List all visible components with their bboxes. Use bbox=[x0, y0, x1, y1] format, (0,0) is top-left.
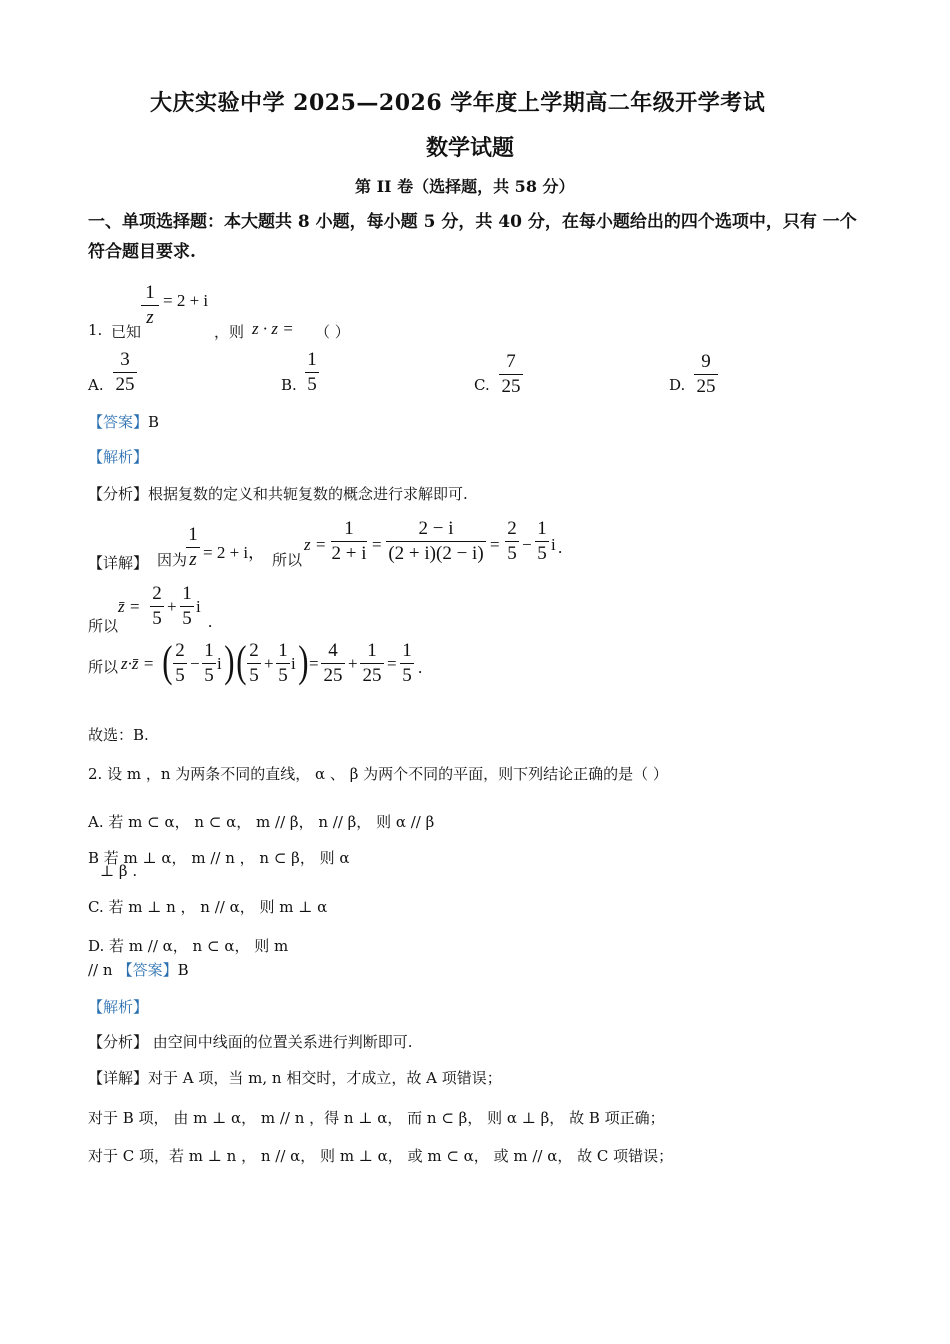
q1-analysis: 【分析】根据复数的定义和共轭复数的概念进行求解即可. bbox=[88, 485, 468, 503]
q1-prod-rparen1: ) bbox=[224, 637, 235, 686]
q1-option-d-den: 25 bbox=[696, 376, 716, 397]
q1-option-b bbox=[305, 349, 319, 396]
q1-conj-d1: 5 bbox=[152, 608, 162, 629]
q1-option-b-den: 5 bbox=[307, 374, 317, 395]
q1-expr: z · z = bbox=[252, 319, 294, 338]
q1-prod-f-den: 25 bbox=[362, 665, 382, 686]
q1-prod-plus: + bbox=[264, 654, 274, 673]
q1-choose: 故选：B. bbox=[88, 726, 149, 744]
q1-option-c-den: 25 bbox=[501, 376, 521, 397]
q1-prod-c-den: 5 bbox=[249, 665, 259, 686]
q1-prod-i2: i bbox=[291, 654, 296, 673]
q1-prod-b-num: 1 bbox=[204, 640, 214, 661]
q1-detail-minus: − bbox=[522, 535, 532, 554]
q1-answer-tag: 【答案】 bbox=[88, 413, 149, 431]
q1-detail-given-num: 1 bbox=[188, 524, 198, 545]
q2-option-d-line1: D. 若 m // α， n ⊂ α， 则 m bbox=[88, 937, 289, 955]
q2-answer-value: B bbox=[177, 961, 189, 979]
subject-title: 数学试题 bbox=[426, 135, 515, 161]
q1-prod-plus2: + bbox=[348, 654, 358, 673]
q2-option-b-line2: ⊥ β . bbox=[100, 862, 138, 880]
q1-detail-f4-num: 1 bbox=[537, 518, 547, 539]
q1-given-fraction bbox=[141, 282, 159, 329]
q1-prod-lparen1: ( bbox=[162, 637, 173, 686]
q1-detail-frac3 bbox=[505, 518, 519, 565]
q1-detail-f3-num: 2 bbox=[507, 518, 517, 539]
q2-analysis: 【分析】 由空间中线面的位置关系进行判断即可. bbox=[88, 1033, 413, 1051]
q1-prod-frac-a bbox=[173, 640, 187, 687]
q2-answer-tag: 【答案】 bbox=[117, 961, 178, 979]
q1-detail-so: 所以 bbox=[272, 551, 303, 569]
q1-option-c-num: 7 bbox=[506, 351, 516, 372]
q1-option-a-den: 25 bbox=[115, 374, 135, 395]
volume-heading: 第 II 卷（选择题，共 58 分） bbox=[355, 177, 575, 196]
q1-option-c bbox=[499, 351, 523, 398]
q1-prod-e-den: 25 bbox=[323, 665, 343, 686]
q2-option-c: C. 若 m ⊥ n ， n // α， 则 m ⊥ α bbox=[88, 898, 328, 916]
q1-prod-frac-e bbox=[321, 640, 345, 687]
q1-mid: ，则 bbox=[214, 323, 245, 341]
q1-detail-frac1 bbox=[331, 518, 367, 565]
q1-option-b-num: 1 bbox=[307, 349, 317, 370]
q1-given-num: 1 bbox=[145, 282, 155, 303]
q1-detail-eq2: = bbox=[490, 535, 500, 554]
q1-prod-dot: . bbox=[418, 658, 423, 677]
q2-jiexi-tag: 【解析】 bbox=[88, 998, 149, 1016]
q1-prod-g-num: 1 bbox=[402, 640, 412, 661]
q1-detail-because: 因为 bbox=[157, 551, 188, 569]
q1-detail-f3-den: 5 bbox=[507, 543, 517, 564]
q2-option-a: A. 若 m ⊂ α， n ⊂ α， m // β， n // β， 则 α // β bbox=[88, 813, 435, 831]
q1-prod-a-num: 2 bbox=[175, 640, 185, 661]
q1-prod-rparen2: ) bbox=[298, 637, 309, 686]
q1-detail-dot: . bbox=[558, 538, 563, 557]
q1-prod-e-num: 4 bbox=[328, 640, 338, 661]
q1-given-rhs: = 2 + i bbox=[163, 291, 209, 310]
q1-detail-frac4 bbox=[535, 518, 549, 565]
q1-prod-i1: i bbox=[217, 654, 222, 673]
q1-prod-frac-b bbox=[202, 640, 216, 687]
q2-stem: 2. 设 m ，n 为两条不同的直线， α 、 β 为两个不同的平面，则下列结论正确的是（ ） bbox=[88, 765, 668, 783]
q1-detail-tag: 【详解】 bbox=[88, 554, 149, 572]
q1-prod-d-den: 5 bbox=[278, 665, 288, 686]
q1-number: 1. bbox=[88, 321, 103, 339]
q1-prod-frac-f bbox=[360, 640, 384, 687]
q1-option-d-label: D. bbox=[669, 376, 686, 394]
q1-prod-d-num: 1 bbox=[278, 640, 288, 661]
q1-prod-lhs: z·z̄ = bbox=[121, 654, 155, 673]
q1-detail-f1-num: 1 bbox=[344, 518, 354, 539]
q2-detail-line3: 对于 C 项，若 m ⊥ n ， n // α， 则 m ⊥ α， 或 m ⊂ α， 或 m // α， 故 C 项错误； bbox=[88, 1147, 674, 1165]
q1-prefix: 已知 bbox=[111, 323, 142, 341]
q1-conj-plus: + bbox=[167, 597, 177, 616]
q1-option-b-label: B. bbox=[281, 376, 297, 394]
q1-prod-a-den: 5 bbox=[175, 665, 185, 686]
q1-prod-g-den: 5 bbox=[402, 665, 412, 686]
q1-option-c-label: C. bbox=[474, 376, 490, 394]
q1-prod-eq: = bbox=[309, 654, 319, 673]
q1-detail-f4-den: 5 bbox=[537, 543, 547, 564]
q1-prod-minus: − bbox=[190, 654, 200, 673]
q1-detail-i: i bbox=[551, 535, 556, 554]
q2-detail-line2: 对于 B 项， 由 m ⊥ α， m // n ，得 n ⊥ α， 而 n ⊂ β， 则 α ⊥ β， 故 B 项正确； bbox=[88, 1109, 665, 1127]
q1-option-d bbox=[694, 351, 718, 398]
exam-title: 大庆实验中学 2025—2026 学年度上学期高二年级开学考试 bbox=[150, 90, 766, 116]
q1-prod-c-num: 2 bbox=[249, 640, 259, 661]
q1-conj-dot: . bbox=[208, 612, 213, 631]
q1-given-den: z bbox=[146, 307, 154, 328]
q1-conj-d2: 5 bbox=[182, 608, 192, 629]
q1-prod-frac-g bbox=[400, 640, 414, 687]
q1-conj-frac2 bbox=[180, 583, 194, 630]
q1-option-a-num: 3 bbox=[120, 349, 130, 370]
q1-answer bbox=[88, 411, 159, 432]
q1-prod-frac-c bbox=[247, 640, 261, 687]
q1-detail-eq: = bbox=[372, 535, 382, 554]
q1-detail-rhs1: = 2 + i， bbox=[203, 543, 266, 562]
q1-conj-f1: 2 bbox=[152, 583, 162, 604]
q1-jiexi-tag: 【解析】 bbox=[88, 448, 149, 466]
section-heading: 一、单项选择题：本大题共 8 小题，每小题 5 分，共 40 分，在每小题给出的四个选项中，只有 一个符合题目要求. bbox=[88, 212, 857, 262]
q1-detail-z-eq: z = bbox=[304, 535, 327, 554]
q1-detail-f2-den: (2 + i)(2 − i) bbox=[388, 543, 484, 564]
q1-prod-eq2: = bbox=[387, 654, 397, 673]
q2-option-b-line1: B 若 m ⊥ α， m // n ， n ⊂ β， 则 α bbox=[88, 849, 350, 867]
q1-prod-lparen2: ( bbox=[236, 637, 247, 686]
q1-conj-f2: 1 bbox=[182, 583, 192, 604]
q1-detail-f1-den: 2 + i bbox=[331, 543, 367, 564]
q1-prod-so: 所以 bbox=[88, 658, 119, 676]
q1-answer-value: B bbox=[148, 413, 160, 431]
q2-option-d-tail: // n bbox=[88, 961, 113, 979]
q1-detail-f2-num: 2 − i bbox=[418, 518, 454, 539]
q1-conj-so: 所以 bbox=[88, 617, 119, 635]
q1-prod-b-den: 5 bbox=[204, 665, 214, 686]
q2-detail-line1: 【详解】对于 A 项，当 m, n 相交时，才成立，故 A 项错误； bbox=[88, 1069, 502, 1087]
q1-blank: （ ） bbox=[315, 323, 350, 341]
q1-conj-i: i bbox=[196, 597, 201, 616]
q1-option-a-label: A. bbox=[88, 376, 104, 394]
q2-option-d-line2 bbox=[88, 959, 189, 980]
q1-prod-f-num: 1 bbox=[367, 640, 377, 661]
q1-option-d-num: 9 bbox=[701, 351, 711, 372]
q1-conj-frac1 bbox=[150, 583, 164, 630]
q1-conj-lhs: z̄ = bbox=[118, 597, 141, 616]
q1-prod-frac-d bbox=[276, 640, 290, 687]
q1-detail-frac2 bbox=[386, 518, 486, 565]
q1-detail-given-den: z bbox=[189, 549, 197, 570]
q1-detail-frac-given bbox=[186, 524, 200, 571]
q1-option-a bbox=[113, 349, 137, 396]
